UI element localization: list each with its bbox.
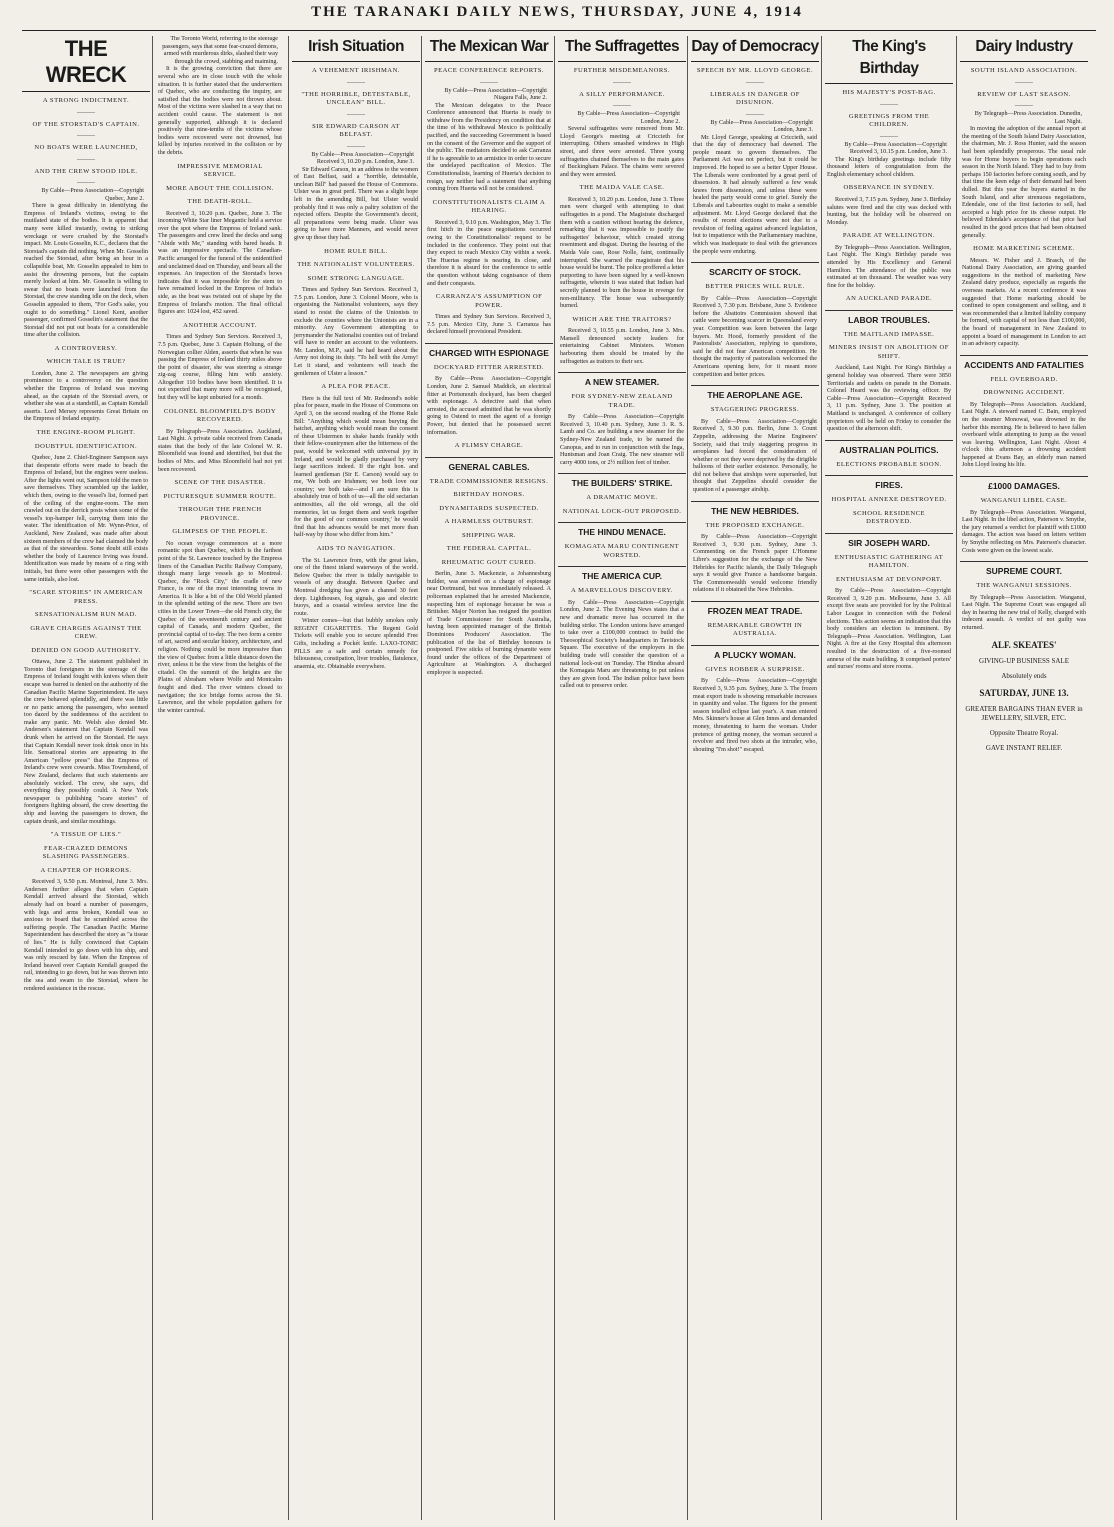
subheading: GREETINGS FROM THE CHILDREN.	[848, 112, 930, 128]
subheading: THE MAIDA VALE CASE.	[579, 184, 665, 192]
subheading: THE HINDU MENACE.	[558, 522, 686, 538]
subheading: SPEECH BY MR. LLOYD GEORGE.	[696, 67, 814, 74]
subheading: ENTHUSIASM AT DEVONPORT.	[835, 575, 943, 583]
column-headline: The Mexican War	[425, 36, 553, 62]
column-8	[960, 36, 1088, 1520]
dateline: By Telegraph—Press Association. Dunedin, Last Night.	[974, 111, 1082, 125]
subheading: "THE HORRIBLE, DETESTABLE, UNCLEAN" BILL.	[301, 90, 411, 106]
subheading: SCHOOL RESIDENCE DESTROYED.	[852, 509, 926, 526]
column-6	[691, 36, 819, 1520]
article-body: It is the growing conviction that there are several who are in close touch with the whole situation. It is further stated that the underwriters of Quebec, who are conducting the inquiry, are satisfied that the bodies were not thrown about. Most of the victims were slashed in a way that no accident could cause. The statement is not generally supported, although it is declared positively that nine-tenths of the victims whose bodies were recovered were not drowned, but killed by injuries received in the collision or by the debris.	[158, 66, 282, 156]
subheading: LIBERALS IN DANGER OF DISUNION.	[710, 90, 800, 106]
divider-dash: ———	[613, 79, 631, 86]
divider-dash: ———	[613, 103, 631, 109]
article-body: Received 3, 10.55 p.m. London, June 3. Mrs. Mansell denounced society leaders for entertaining Cabinet Ministers. Women harbouring them should be treated by the suffragettes as traitors to their sex.	[560, 328, 684, 365]
subheading: "SCARE STORIES" IN AMERICAN PRESS.	[29, 589, 143, 605]
article-body: By Telegraph—Press Association. Auckland, Last Night. A steward named C. Bain, employed on the steamer Monowai, was drowned in the harbor this morning. He is believed to have fallen overboard while attempting to jump as the vessel was leaving. Wellington, Last Night. About 4 o'clock this afternoon a drowning accident happened at Evans Bay, an elderly man named John Lloyd losing his life.	[962, 401, 1086, 469]
dateline: The Toronto World, referring to the steerage passengers, says that some fear-crazed demons, armed with murderous dirks, slashed their way through the crowd, stabbing and maiming.	[162, 36, 278, 65]
column-headline: THE WRECK	[22, 36, 150, 92]
subheading: MORE ABOUT THE COLLISION.	[166, 184, 274, 192]
subheading: HIS MAJESTY'S POST-BAG.	[842, 89, 936, 96]
subheading: THE AMERICA CUP.	[558, 566, 686, 582]
column-7	[825, 36, 953, 1520]
column-rule	[421, 36, 422, 1520]
subheading: SIR JOSEPH WARD.	[825, 533, 953, 549]
article-body: By Cable—Press Association—Copyright Received 3, 9.30 p.m. Berlin, June 3. Count Zeppelin, addressing the Marine Engineers' Society, said that truly staggering progress in aeroplanes had forced the consideration of whether or not they were deprived by the dirigible balloons of their earlier existence. Personally, he did not believe that airships were superseded, but thought that Zeppelins should consider the question of a passenger airship.	[693, 418, 817, 494]
subheading: THE AEROPLANE AGE.	[691, 385, 819, 401]
subheading: OBSERVANCE IN SYDNEY.	[843, 184, 935, 192]
subheading: THE FEDERAL CAPITAL.	[446, 545, 532, 553]
subheading: A HARMLESS OUTBURST.	[444, 518, 534, 526]
subheading: HOSPITAL ANNEXE DESTROYED.	[831, 496, 947, 504]
column-1	[22, 36, 150, 1520]
divider-dash: ———	[77, 156, 95, 163]
subheading: FROZEN MEAT TRADE.	[691, 601, 819, 617]
article-body: By Cable—Press Association—Copyright Received 3, 9.35 p.m. Sydney, June 3. The frozen meat export trade is showing remarkable increases in quantity and value. The figures for the present season totalled eclipse last year's. A man entered Mrs. Skinner's house at Glen Innes and demanded money, threatening to harm the woman. Under pretence of getting money, the woman secured a revolver and fired two shots at the intruder, who, shouting "I'm shot!" escaped.	[693, 678, 817, 753]
subheading: A NEW STEAMER.	[558, 372, 686, 388]
subheading: SCENE OF THE DISASTER.	[174, 479, 266, 487]
subheading: THE ENGINE-ROOM PLIGHT.	[36, 429, 136, 437]
subheading: A MARVELLOUS DISCOVERY.	[571, 587, 673, 595]
subheading: SUPREME COURT.	[960, 561, 1088, 577]
subheading: AND THE CREW STOOD IDLE.	[34, 167, 138, 175]
article-body: Messrs. W. Fisher and J. Brasch, of the National Dairy Association, are giving guarded suggestions in the method of marketing New Zealand dairy produce, especially as regards the overseas markets. At a recent conference it was suggested that Home marketing should be confined to open consignment and selling, and it was recommended that a limited liability company be formed, with capital of not less than £100,000, the board of management in New Zealand to appoint a board of management in London to act in an advisory capacity.	[962, 257, 1086, 348]
article-body: No ocean voyage commences at a more romantic spot than Quebec, which is the farthest point of the St. Lawrence touched by the Empress liners of the Canadian Pacific Railway Company, though many large vessels go to Montreal. Quebec, the "Rock City," the cradle of new France, is one of the most interesting towns in America. It is like a bit of the Old World planted in the splendid setting of the new. There are two cities in the Lower Town—the old French city, the Quebec of the seventeenth century and ancient capital of Canada, and modern Quebec, the provincial capital of to-day. The two form a centre of art, sacred and secular history, architecture, and religion. Nothing could be more impressive than the view of Quebec from a little distance down the river, unless it be the view from the heights of the citadel. On the summit of the heights are the Plains of Abraham where Wolfe and Montcalm fought and died. The river winters closed to navigation; the ice bridge forms across the St. Lawrence, and the whole population gathers for the winter carnival.	[158, 540, 282, 714]
subheading: THE WANGANUI SESSIONS.	[976, 582, 1072, 590]
subheading: MINERS INSIST ON ABOLITION OF SHIFT.	[829, 344, 949, 360]
advertisement-line: GAVE INSTANT RELIEF.	[985, 743, 1063, 752]
subheading: RHEUMATIC GOUT CURED.	[441, 558, 537, 566]
divider-dash: ———	[347, 143, 365, 150]
column-4	[425, 36, 553, 1520]
article-body: The St. Lawrence from, with the great lakes, one of the finest inland waterways of the world. Below Quebec the river is tidally navigable to vessels of any draught. Between Quebec and Montreal dredging has given a channel 30 feet deep. Lighthouses, fog signals, gas and electric buoys, and a coastal wireless service line the route.	[294, 557, 418, 617]
subheading: PARADE AT WELLINGTON.	[842, 232, 936, 240]
advertisement-line: Opposite Theatre Royal.	[989, 728, 1059, 737]
subheading: ANOTHER ACCOUNT.	[183, 321, 257, 329]
subheading: "A TISSUE OF LIES."	[50, 831, 122, 839]
subheading: A VEHEMENT IRISHMAN.	[312, 67, 400, 74]
article-body: Received 3, 10.20 p.m. Quebec, June 3. The incoming White Star liner Megantic held a service over the spot where the Empress of Ireland sank. The passengers and crew lined the decks and sang "Abide with Me," standing with bared heads. It was an impressive spectacle. The Canadian-Pacific arranged for the funeral of the unidentified and unclaimed dead on Thursday, and bears all the expenses. An inspection of the Storstad's bows indicates that it was impossible for the stem to have remained locked in the Empress of India's side, as the boat was twisted out of shape by the Empress of Ireland's motion. The final official figures are: 1024 lost, 452 saved.	[158, 210, 282, 316]
article-body: London, June 2. The newspapers are giving prominence to a controversy on the question whether the Empress of Ireland was moving ahead, as the captain of the Storstad avers, or whether she was at a standstill, as Captain Kendall asserts. Lord Mersey represents Great Britain on the Empress of Ireland enquiry.	[24, 370, 148, 423]
subheading: ENTHUSIASTIC GATHERING AT HAMILTON.	[834, 553, 944, 570]
subheading: THE NEW HEBRIDES.	[691, 501, 819, 517]
advertisement-line: Absolutely ends	[1001, 671, 1047, 680]
divider-dash: ———	[1015, 103, 1033, 109]
article-body: Times and Sydney Sun Services. Received 3, 7.5 p.m. Quebec, June 3. Captain Holtung, of the Norwegian collier Alden, asserts that when he was passing the Empress of Ireland thirty miles above the point of disaster, she was steering a strange zig-zag course, filling him with anxiety. Altogether 110 bodies have been identified. It is not expected that many more will be recognised, but they will be kept unburied for a month.	[158, 334, 282, 402]
article-body: Ottawa, June 2. The statement published in Toronto that foreigners in the steerage of the Empress of Ireland fought with knives when their escape was barred is denied on the authority of the Canadian Pacific Marine Superintendent. He says the crew behaved splendidly, and there was little or no panic among the passengers, who seemed too dazed by the suddenness of the accident to make any panic. Mr. Welsh also denied Mr. Andersen's statement that Captain Kendall was drunk when he arrived on the Storstad. He says that Captain Kendall never took drink once in his life. Sensational stories are appearing in the American "yellow press" that the Empress of Ireland's crew were cowards. Miss Townshend, of New Zealand, declares that such statements are absolutely wicked. The crew, she says, did everything they possibly could. A New York newspaper is publishing "scare stories" of foreigners fighting aboard, the crew deserting the ship and leaving the passengers to drown, the captain drunk, and similar mouthings.	[24, 659, 148, 825]
divider-dash: ———	[880, 133, 898, 140]
subheading: A CONTROVERSY.	[54, 344, 118, 352]
subheading: CARRANZA'S ASSUMPTION OF POWER.	[435, 293, 543, 309]
subheading: THE MAITLAND IMPASSE.	[843, 330, 935, 338]
article-body: By Cable—Press Association—Copyright Received 3, 9.30 p.m. Sydney, June 3. Commenting on the French paper L'Homme Libre's suggestion for the exchange of the New Hebrides for Pacific islands, the Daily Telegraph says it would give France a handsome bargain. The Commonwealth would welcome friendly relations if it obtained the New Hebrides.	[693, 534, 817, 594]
article-body: Received 3, 9.50 p.m. Montreal, June 3. Mrs. Andersen further alleges that when Captain Kendall arrived aboard the Storstad, which already had on board a number of passengers, with legs and arms broken, Kendall was so anxious to board that he scrambled across the suffering people. The Canadian Pacific Marine Superintendent has described the story as "a tissue of lies." He is fully convinced that Captain Kendall intended to go down with his ship, and was only rescued by fate. When the Empress of Ireland heaved over Captain Kendall grasped the rail, intending to go down, but he was thrown into the sea and swam to the Storstad, where he rendered assistance in the rescue.	[24, 879, 148, 992]
masthead: THE TARANAKI DAILY NEWS, THURSDAY, JUNE 4, 1914	[311, 4, 803, 20]
column-headline: Day of Democracy	[691, 36, 819, 62]
subheading: A DRAMATIC MOVE.	[586, 494, 658, 502]
subheading: THE NATIONALIST VOLUNTEERS.	[297, 261, 415, 269]
subheading: THE PROPOSED EXCHANGE.	[705, 521, 805, 529]
subheading: TRADE COMMISSIONER RESIGNS.	[429, 477, 549, 485]
article-body: By Cable—Press Association—Copyright Received 3, 7.30 p.m. Brisbane, June 3. Evidence before the Abattoirs Commission showed that cattle were becoming scarcer in Queensland every year. Competition was keen between the large buyers. Mr. Hood, formerly president of the Pastoralists' Association, replying to questions, said he did not fear American competition. He thought the majority of pastoralists welcomed the Americans opening here, for it meant more competition and better prices.	[693, 295, 817, 378]
subheading: DYNAMITARDS SUSPECTED.	[439, 504, 539, 512]
subheading: A STRONG INDICTMENT.	[42, 97, 130, 104]
article-body: Winter comes—but that bubbly smokes only REGENT CIGARETTES. The Regent Gold Tickets will enable you to secure splendid Free Gifts, including a Pockét knife. LAXO-TONIC PILLS are a safe and certain remedy for biliousness, constipation, liver troubles, flatulence, anaemia, etc. Obtainable everywhere.	[294, 618, 418, 670]
subheading: DROWNING ACCIDENT.	[983, 389, 1065, 397]
divider-dash: ———	[77, 109, 95, 116]
subheading: FOR SYDNEY-NEW ZEALAND TRADE.	[571, 393, 673, 409]
divider-dash: ———	[347, 111, 365, 118]
column-headline: Irish Situation	[292, 36, 420, 62]
column-5	[558, 36, 686, 1520]
divider-dash: ———	[480, 79, 498, 86]
subheading: KOMAGATA MARU CONTINGENT WORSTED.	[564, 543, 680, 559]
article-body: By Telegraph—Press Association. Wanganui, Last Night. In the libel action, Paterson v. Smythe, the jury returned a verdict for plaintiff with £1000 damages. The action was based on letters written by Smythe reflecting on Mrs. Paterson's character. Costs were given on the lowest scale.	[962, 509, 1086, 554]
subheading: PICTURESQUE SUMMER ROUTE.	[163, 492, 277, 500]
article-body: Received 3, 7.15 p.m. Sydney, June 3. Birthday salutes were fired and the city was decked with bunting, but the holiday will be observed on Monday.	[827, 196, 951, 226]
dateline: By Cable—Press Association—Copyright London, June 2.	[577, 111, 680, 125]
advertisement-line: GREATER BARGAINS THAN EVER in JEWELLERY, SILVER, ETC.	[965, 704, 1083, 722]
subheading: ACCIDENTS AND FATALITIES	[960, 355, 1088, 371]
dateline: By Cable—Press Association—Copyright Received 3, 10.20 p.m. London, June 3.	[311, 151, 414, 166]
subheading: FEAR-CRAZED DEMONS SLASHING PASSENGERS.	[42, 844, 130, 861]
advertisement-line: ALF. SKEATES'	[991, 639, 1057, 650]
subheading: FIRES.	[825, 475, 953, 491]
article-body: Several suffragettes were removed from Mr. Lloyd George's meeting at Criccieth for interrupting. Others smashed windows in High street, and three were arrested. Three young suffragettes chained themselves to the main gates of Buckingham Palace. The chains were severed and they were arrested.	[560, 126, 684, 178]
subheading: A FLIMSY CHARGE.	[454, 442, 524, 450]
column-headline: The King's Birthday	[825, 36, 953, 84]
subheading: REVIEW OF LAST SEASON.	[977, 90, 1071, 98]
article-body: The Mexican delegates to the Peace Conference announced that Huerta is ready to withdraw from the Presidency on condition that at the time of his withdrawal Mexico is politically pacified, and the succeeding Government is based on the consent of the Governor and the support of the public. The mediators decided to ask Carranza if he is agreeable to an armistice in order to secure the undelayed pacification of Mexico. The Constitutionalists, learning of Huerta's decision to resign, say neither had a statement that anything coming from Huerta will not be considered.	[427, 102, 551, 193]
dateline: By Cable—Press Association—Copyright London, June 3.	[710, 119, 813, 134]
subheading: SHIPPING WAR.	[461, 531, 516, 539]
subheading: WHICH ARE THE TRAITORS?	[572, 315, 672, 323]
column-rule	[687, 36, 688, 1520]
article-body: Received 3, 9.10 p.m. Washington, May 3. The first hitch in the peace negotiations occurred owing to the Constitutionalists' request to be included in the conference. They point out that they expect to reach Mexico City within a week. The Huertas regime is nearing its close, and therefore it is absurd for the conference to settle the question without taking cognisance of them and their conquests.	[427, 219, 551, 287]
subheading: SOME STRONG LANGUAGE.	[307, 274, 405, 282]
subheading: HOME MARKETING SCHEME.	[973, 245, 1075, 253]
article-body: By Telegraph—Press Association. Auckland, Last Night. A private cable received from Canada states that the body of the late Colonel W. R. Bloomfield was found and identified, but that the bodies of Mrs. and Miss Bloomfield had not yet been recovered.	[158, 428, 282, 473]
article-body: Here is the full text of Mr. Redmond's noble plea for peace, made in the House of Commons on April 3, on the second reading of the Home Rule Bill: "Anything which would mean burying the hatchet, anything which would mean the consent of these Ulstermen to shake hands frankly with their fellow-countrymen after the bitterness of the past, would be welcomed with universal joy in Ireland, and would be gladly purchased by very large sacrifices indeed. If the right hon. and learned gentleman (Sir E. Carson) would say to me, 'We both are Irishmen; we both love our country; we both take—and I am sure this is absolutely true of both of us—all the old sectarian animosities, all the old wrongs, all the old memories, let us forget them and work together for the good of our common country,' he would find that his advances would be met more than half-way by those who differ from him."	[294, 395, 418, 539]
column-2	[156, 36, 284, 1520]
subheading: THE DEATH-ROLL.	[187, 198, 253, 205]
divider-dash: ———	[77, 180, 95, 186]
subheading: DOUBTFUL IDENTIFICATION.	[34, 442, 138, 450]
subheading: FURTHER MISDEMEANORS.	[573, 67, 671, 74]
subheading: SCARCITY OF STOCK.	[691, 262, 819, 278]
article-body: By Telegraph—Press Association. Wellington, Last Night. The King's Birthday parade was attended by His Excellency and General Hamilton. The attendance of the public was estimated at ten thousand. The weather was very fine for the holiday.	[827, 244, 951, 289]
subheading: SIR EDWARD CARSON AT BELFAST.	[312, 122, 400, 138]
subheading: £1000 DAMAGES.	[960, 476, 1088, 492]
subheading: ELECTIONS PROBABLE SOON.	[836, 460, 942, 468]
column-rule	[956, 36, 957, 1520]
subheading: WANGANUI LIBEL CASE.	[980, 497, 1068, 505]
column-3	[292, 36, 420, 1520]
advertisement-line: SATURDAY, JUNE 13.	[979, 687, 1069, 698]
subheading: DOCKYARD FITTER ARRESTED.	[433, 363, 545, 371]
subheading: A CHAPTER OF HORRORS.	[40, 866, 132, 874]
column-rule	[821, 36, 822, 1520]
divider-dash: ———	[880, 101, 898, 108]
subheading: LABOR TROUBLES.	[825, 310, 953, 326]
dateline: By Cable—Press Association—Copyright Received 3, 10.15 p.m. London, June 3.	[844, 141, 947, 156]
article-body: By Telegraph—Press Association. Wanganui, Last Night. The Supreme Court was engaged all day in hearing the new trial of Kelly, charged with indecent assault. A verdict of not guilty was returned.	[962, 594, 1086, 631]
subheading: IMPRESSIVE MEMORIAL SERVICE.	[177, 162, 263, 178]
article-body: By Cable—Press Association—Copyright Received 3, 10.40 p.m. Sydney, June 3. R. S. Lamb and Co. are building a new steamer for the Sydney-New Zealand trade, to be named the Canopus, and to run in conjunction with the Inga, Huntsman and Joan Craig. The new steamer will carry 4000 tons, or 2½ million feet of timber.	[560, 414, 684, 466]
subheading: A SILLY PERFORMANCE.	[579, 90, 665, 98]
dateline: By Cable—Press Association—Copyright Quebec, June 2.	[41, 188, 144, 202]
column-rule	[288, 36, 289, 1520]
subheading: FELL OVERBOARD.	[990, 375, 1058, 383]
column-headline: Dairy Industry	[960, 36, 1088, 62]
subheading: PEACE CONFERENCE REPORTS.	[433, 67, 545, 74]
column-rule	[152, 36, 153, 1520]
divider-dash: ———	[746, 111, 764, 118]
subheading: SOUTH ISLAND ASSOCIATION.	[970, 67, 1078, 74]
article-body: There is great difficulty in identifying the Empress of Ireland's victims, owing to the mutilated state of the bodies. It is apparent that many were killed instantly, owing to striking wreckage or were crushed by the Storstad's impact. Mr. Louis Gosselin, K.C., declares that the Storstad's captain did nothing. When Mr. Gosselin reached the Storstad, after being an hour in a collapsible boat, Mr. Gosselin appealed to him to assist the drowning persons, but the captain merely looked at him. Mr. Gosselin is willing to swear that no boats were launched from the Storstad, the crew standing idle on the deck, when Gosselin appealed to them, "For God's sake, you ought to do something." Lionel Kent, another passenger, confirmed Gosselin's statement that the Storstad did not put out boats for a considerable time after the collision.	[24, 203, 148, 339]
subheading: BIRTHDAY HONORS.	[453, 491, 525, 499]
subheading: THROUGH THE FRENCH PROVINCE.	[178, 506, 262, 522]
subheading: CONSTITUTIONALISTS CLAIM A HEARING.	[432, 198, 546, 215]
article-body: Received 3, 10.20 p.m. London, June 3. Three men were charged with attempting to dust suffragettes in a pond. The Magistrate discharged them with a caution without hearing the defence, remarking that it was impossible to justify the suffragettes' behaviour, which created strong resentment and disgust. During the hearing of the Maida Vale case, Rose Nolle, faint, continually interrupted. She warned the magistrate that his house would be burnt. The police proffered a letter purporting to have been signed by a well-known suffragette, wherein it was stated that Indian had secretly planned to burn the house in revenge for non-militancy. The house was subsequently burned.	[560, 196, 684, 310]
column-headline: The Suffragettes	[558, 36, 686, 62]
column-rule	[554, 36, 555, 1520]
subheading: NO BOATS WERE LAUNCHED,	[34, 144, 138, 151]
article-body: By Cable—Press Association—Copyright London, June 2. The Evening News states that a new and dramatic move has occurred in the building strike. The London unions have arranged to take over a £100,000 contract to build the Theosophical Society's headquarters in Tavistock Square. The executive of the employers in the building trade will consider the question of a national lock-out on Tuesday. The Hindus aboard the Komagata Maru are threatening to put unless they are given food. The Indian police have been called out to preserve order.	[560, 599, 684, 690]
subheading: CHARGED WITH ESPIONAGE	[425, 343, 553, 359]
article-body: The King's birthday greetings include fifty thousand letters of congratulation from the English elementary school children.	[827, 156, 951, 178]
subheading: OF THE STORSTAD'S CAPTAIN.	[32, 120, 140, 128]
subheading: GRAVE CHARGES AGAINST THE CREW.	[30, 624, 142, 641]
article-body: By Cable—Press Association—Copyright London, June 2. Samuel Maddick, an electrical fitter at Portsmouth dockyard, has been charged with espionage. A detective said that when arrested, the accused admitted that he was shortly going to Ostend to meet the agent of a foreign Power, but denied that he possessed secret information.	[427, 376, 551, 436]
subheading: SENSATIONALISM RUN MAD.	[34, 611, 138, 619]
subheading: A PLEA FOR PEACE.	[321, 383, 391, 391]
subheading: DENIED ON GOOD AUTHORITY.	[31, 646, 141, 654]
dateline: By Cable—Press Association—Copyright Niagara Falls, June 2.	[444, 87, 547, 102]
article-body: Times and Sydney Sun Services. Received 3, 7.5 p.m. London, June 3. Colonel Moore, who is organising the Nationalist volunteers, says they stand to resist the claims of the Unionists to exclude the counties where the Unionists are in a minority. Any Government attempting to jerrymander the Nationalist counties out of Ireland will have to render an account to the volunteers. Mr. Landon, M.P., said he had heard about the Army not doing its duty. "To hell with the Army! Let it stand, and volunteers will teach the gentlemen of Ulster a lesson."	[294, 287, 418, 377]
article-body: Berlin, June 3. Mackenzie, a Johannesburg builder, was arrested on a charge of espionage near Dortmund, but was immediately released. A policeman explained that he arrested Mackenzie, suspecting him of espionage because he was a Britisher. Major Norton has resigned the position of Trade Commissioner for South Australia, having been appointed manager of the British Dominions Producers' Association. The publication of the list of Birthday honours is postponed. Five sticks of burning dynamite were found under the offices of the Department of Agriculture at Washington. A discharged employee is suspected.	[427, 571, 551, 676]
subheading: BETTER PRICES WILL RULE.	[705, 283, 805, 291]
subheading: A PLUCKY WOMAN.	[691, 645, 819, 661]
subheading: STAGGERING PROGRESS.	[710, 406, 800, 414]
subheading: GLIMPSES OF THE PEOPLE.	[172, 528, 268, 536]
subheading: AIDS TO NAVIGATION.	[316, 545, 396, 553]
article-body: Quebec, June 2. Chief-Engineer Sampson says that desperate efforts were made to beach the Empress of Ireland, but the engines were useless. After the lights went out, Sampson told the men to save themselves. They scrambled up the ladder, which then, owing to the vessel's list, formed part of the ceiling of the engine-room. The men crawled out on the derrick posts when some of the vessel's top-hamper fell, carrying them into the water. The identification of Mr. Wynn-Price, of Auckland, New Zealand, was made after about sixteen members of the crew had claimed the body as that of the stewardess. Some doubt still exists whether the body of Laurence Irving was found. Identification was made by means of a ring with initials, but there were other passengers with the same initials, also lost.	[24, 455, 148, 583]
subheading: GIVES ROBBER A SURPRISE.	[705, 665, 805, 673]
subheading: COLONEL BLOOMFIELD'S BODY RECOVERED.	[163, 407, 277, 424]
subheading: REMARKABLE GROWTH IN AUSTRALIA.	[707, 621, 803, 638]
article-body: Auckland, Last Night. For King's Birthday a general holiday was observed. There were 3850 Territorials and cadets on parade in the Domain. Colonel Heard was the reviewing officer. By Cable—Press Association—Copyright Received 3, 11 p.m. Sydney, June 3. The position at Maitland is unchanged. A conference of colliery proprietors will be held on Friday to consider the question of the afternoon shift.	[827, 365, 951, 433]
article-body: Sir Edward Carson, in an address to the women of East Belfast, said a "horrible, detestable, unclean Bill" had passed the House of Commons. Ulster was in great peril. There was a slight hope left in the amending Bill, but Ulster would probably find it was only a paltry solution of the rejected offers. Despite the Government's deceit, all preparations were being made. Ulster was going to have more Manners, and would never give up those they had.	[294, 166, 418, 242]
subheading: NATIONAL LOCK-OUT PROPOSED.	[562, 507, 682, 515]
article-body: Mr. Lloyd George, speaking at Criccieth, said that the day of democracy had dawned. The people meant to govern themselves. The Parliament Act was not perfect, but it could be improved. He hoped to see a better Upper House. The Liberals were confronted by a great peril of dissension. It had already suffered a few weak knees from dissension, and unless these were healed the party would come to grief. Surely the Liberals and Labourites ought to make a sensible adjustment. Mr. Lloyd George declared that the results of recent elections were not due to a revulsion of feeling against advanced legislation, but to impatience with the Parliamentary machine, which was inadequate to deal with the grievances the people were enduring.	[693, 134, 817, 255]
masthead-rule	[22, 30, 1096, 31]
subheading: HOME RULE BILL.	[324, 247, 388, 255]
subheading: AUSTRALIAN POLITICS.	[825, 440, 953, 456]
divider-dash: ———	[746, 79, 764, 86]
subheading: THE BUILDERS' STRIKE.	[558, 473, 686, 489]
subheading: WHICH TALE IS TRUE?	[46, 358, 126, 366]
divider-dash: ———	[77, 133, 95, 139]
article-body: In moving the adoption of the annual report at the meeting of the South Island Dairy Association, the chairman, Mr. J. Ross Hunter, said the season had been splendidly prosperous. The usual rule was for Home buyers to begin operations each season in the North Island. They had to buy from perhaps 150 factories before coming south, and by that time the keen edge of their demand had been dulled. But this year the buyers started in the South Island, and after strenuous negotiations, Edendale, one of the first factories to sell, had accepted a high price for its cheese output. He believed Edendale's acceptance of that price had resulted in the good prices that had been obtained generally.	[962, 126, 1086, 239]
subheading: GENERAL CABLES.	[425, 457, 553, 473]
article-body: Times and Sydney Sun Services. Received 3, 7.5 p.m. Mexico City, June 3. Carranza has declared himself provisional President.	[427, 314, 551, 336]
advertisement-line: GIVING-UP BUSINESS SALE	[979, 656, 1069, 665]
divider-dash: ———	[1015, 79, 1033, 86]
divider-dash: ———	[347, 79, 365, 86]
subheading: AN AUCKLAND PARADE.	[845, 295, 933, 303]
article-body: By Cable—Press Association—Copyright Received 3, 9.20 p.m. Melbourne, June 3. All except five seats are provided for by the Political Labor League in connection with the Federal elections. This action seems an indication that this body considers an election is imminent. By Telegraph—Press Association. Wellington, Last Night. A fire at the Grey Hospital this afternoon resulted in the destruction of a five-roomed annexe of the main building. It comprised porters' and nurses' rooms and store rooms.	[827, 588, 951, 671]
